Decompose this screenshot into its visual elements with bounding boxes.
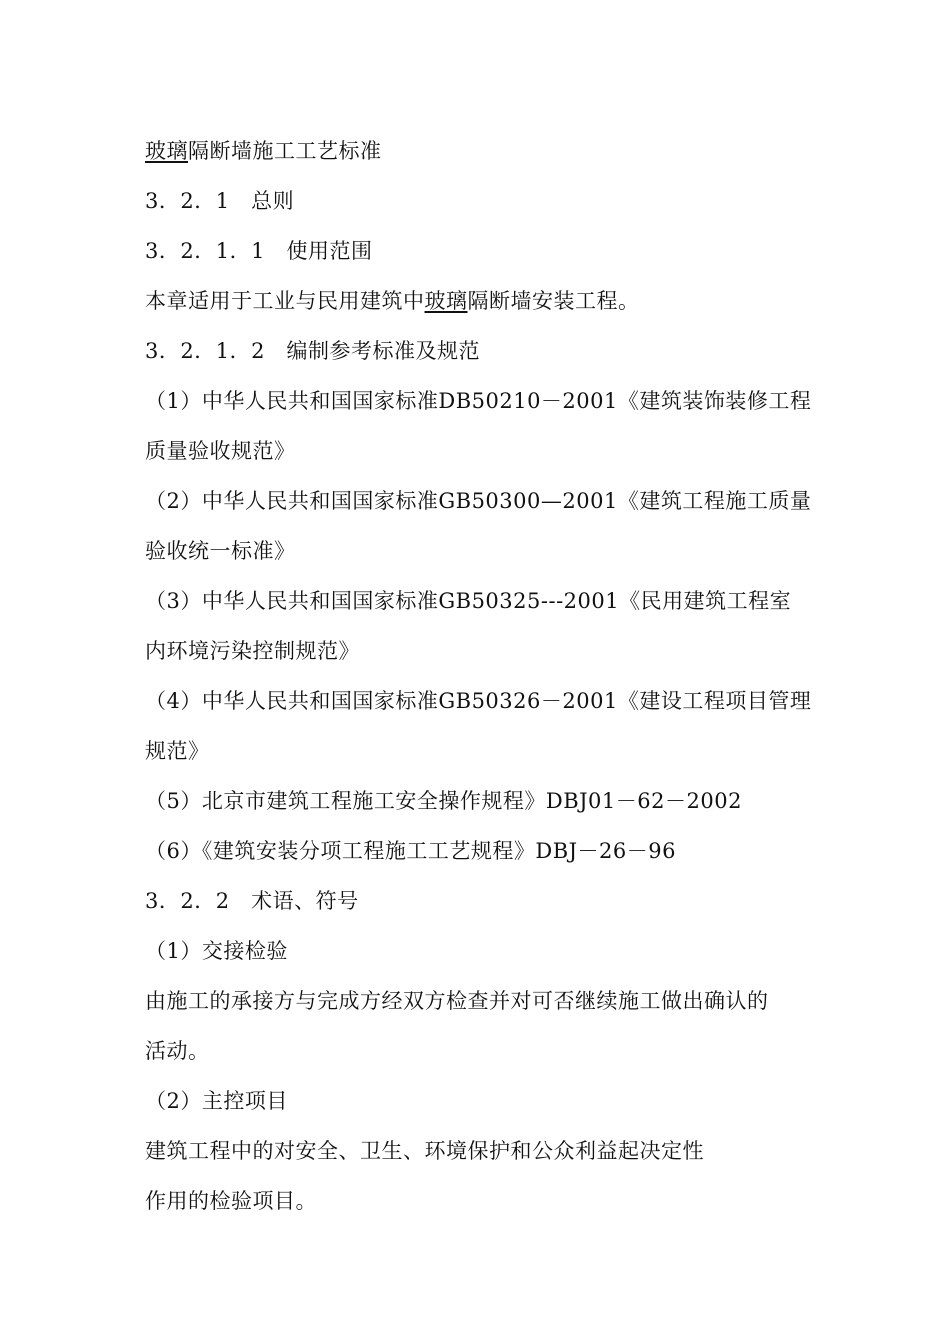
scope-underlined-word: 玻璃 [424,289,468,313]
term-2-definition-cont: 作用的检验项目。 [145,1189,317,1213]
reference-item-4-cont: 规范》 [145,739,210,763]
reference-item-6: （6）《建筑安装分项工程施工工艺规程》DBJ－26－96 [145,839,676,863]
document-body [145,126,825,1226]
section-heading-general: 3．2．1 总则 [145,189,295,213]
reference-item-1-cont: 质量验收规范》 [145,439,296,463]
term-2-definition: 建筑工程中的对安全、卫生、环境保护和公众利益起决定性 [145,1139,704,1163]
document-title [145,126,825,176]
scope-text-end: 隔断墙安装工程。 [467,289,640,313]
subsection-heading-references: 3．2．1．2 编制参考标准及规范 [145,339,480,363]
title-underlined-word: 玻璃 [145,139,188,163]
term-1-heading: （1）交接检验 [145,939,288,963]
reference-item-5: （5）北京市建筑工程施工安全操作规程》DBJ01－62－2002 [145,789,742,813]
section-heading-terms: 3．2．2 术语、符号 [145,889,359,913]
reference-item-2-cont: 验收统一标准》 [145,539,296,563]
term-2-heading: （2）主控项目 [145,1089,288,1113]
reference-item-4: （4）中华人民共和国国家标准GB50326－2001《建设工程项目管理 [145,689,812,713]
term-1-definition: 由施工的承接方与完成方经双方检查并对可否继续施工做出确认的 [145,989,769,1013]
reference-item-3-cont: 内环境污染控制规范》 [145,639,360,663]
scope-paragraph [145,276,825,326]
scope-text-start: 本章适用于工业与民用建筑中 [145,289,425,313]
reference-item-3: （3）中华人民共和国国家标准GB50325---2001《民用建筑工程室 [145,589,792,613]
reference-item-1: （1）中华人民共和国国家标准DB50210－2001《建筑装饰装修工程 [145,389,812,413]
reference-item-2: （2）中华人民共和国国家标准GB50300—2001《建筑工程施工质量 [145,489,812,513]
title-rest: 隔断墙施工工艺标准 [188,139,382,163]
subsection-heading-scope: 3．2．1．1 使用范围 [145,239,373,263]
term-1-definition-cont: 活动。 [145,1039,210,1063]
